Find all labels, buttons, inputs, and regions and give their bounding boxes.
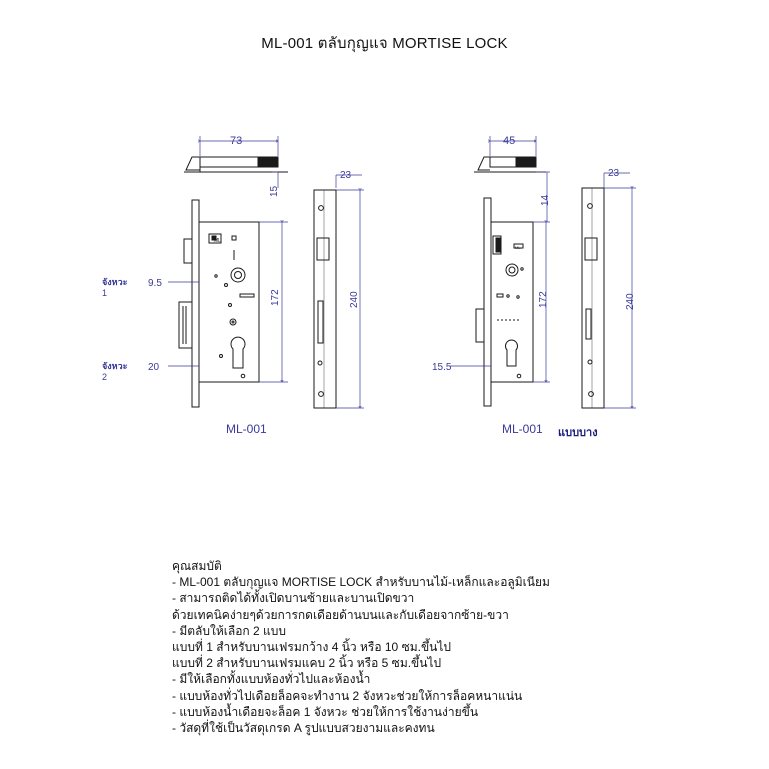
left-dim-body-height: 172	[270, 289, 281, 306]
spec-line: - แบบห้องทั่วไปเดือยล็อคจะทำงาน 2 จังหวะช่วยให้การล็อคหนาแน่น	[172, 688, 523, 703]
left-dim-latch: 9.5	[148, 278, 162, 289]
right-lock-drawing	[474, 157, 546, 406]
left-side-label-1-text: จังหวะ	[102, 277, 128, 287]
left-dim-faceplate-height: 240	[349, 291, 360, 308]
spec-line: - มีให้เลือกทั้งแบบห้องทั่วไปและห้องน้ำ	[172, 672, 371, 687]
left-cylinder-hole	[231, 337, 245, 368]
left-faceplate-front	[314, 190, 336, 408]
right-cylinder-hole	[505, 340, 517, 366]
right-dim-cylinder: 15.5	[432, 362, 452, 373]
left-dim-cylinder: 20	[148, 362, 160, 373]
spec-line: - สามารถติดได้ทั้งเปิดบานซ้ายและบานเปิดขวา	[172, 591, 415, 606]
right-dead-bolt	[476, 309, 484, 342]
spec-line: ด้วยเทคนิคง่ายๆด้วยการกดเดือยด้านบนและกับเดือยจากซ้าย-ขวา	[172, 607, 509, 622]
left-body-label: ML	[214, 238, 221, 244]
left-caption: ML-001	[226, 422, 267, 436]
spec-line: - วัสดุที่ใช้เป็นวัสดุเกรด A รูปแบบสวยงามและคงทน	[172, 721, 435, 736]
spec-line: - ML-001 ตลับกุญแจ MORTISE LOCK สำหรับบานไม้-เหล็กและอลูมิเนียม	[172, 575, 550, 590]
left-dim-top-width: 73	[230, 135, 243, 147]
page-title: ML-001 ตลับกุญแจ MORTISE LOCK	[261, 35, 508, 52]
left-top-view	[184, 157, 288, 172]
spec-line: - มีตลับให้เลือก 2 แบบ	[172, 623, 287, 638]
left-dim-top-depth: 15	[269, 185, 280, 197]
right-spindle-hole	[506, 264, 518, 276]
right-dim-body-height: 172	[538, 291, 549, 308]
right-faceplate-side	[484, 198, 491, 406]
spec-line: แบบที่ 2 สำหรับบานเฟรมแคบ 2 นิ้ว หรือ 5 ซม.ขึ้นไป	[172, 656, 442, 671]
right-dim-top-depth: 14	[540, 194, 551, 206]
left-side-label-1-num: 1	[102, 288, 108, 298]
right-caption: ML-001	[502, 422, 543, 436]
right-top-view	[474, 157, 546, 172]
spec-block	[172, 558, 550, 736]
left-side-label-2-text: จังหวะ	[102, 361, 128, 371]
spec-line: - แบบห้องน้ำเดือยจะล็อค 1 จังหวะ ช่วยให้การใช้งานง่ายขึ้น	[172, 704, 479, 719]
left-latch-bolt	[184, 239, 192, 263]
spec-line: แบบที่ 1 สำหรับบานเฟรมกว้าง 4 นิ้ว หรือ 10 ซม.ขึ้นไป	[172, 640, 452, 655]
left-faceplate-side	[192, 200, 199, 407]
left-side-label-2	[102, 361, 128, 383]
spec-heading: คุณสมบัติ	[172, 559, 222, 573]
right-faceplate-front	[582, 188, 604, 408]
left-side-label-1	[102, 277, 128, 299]
right-dim-top-width: 45	[503, 135, 516, 147]
left-dim-faceplate-width: 23	[340, 170, 352, 181]
right-dim-faceplate-width: 23	[608, 168, 620, 179]
left-side-label-2-num: 2	[102, 372, 108, 382]
left-lock-body	[199, 222, 259, 382]
right-caption-note: แบบบาง	[558, 427, 598, 439]
right-dim-faceplate-height: 240	[625, 293, 636, 310]
left-spindle-hole	[231, 268, 245, 282]
right-body-label: ML	[515, 245, 521, 250]
left-dimensions	[168, 136, 364, 408]
